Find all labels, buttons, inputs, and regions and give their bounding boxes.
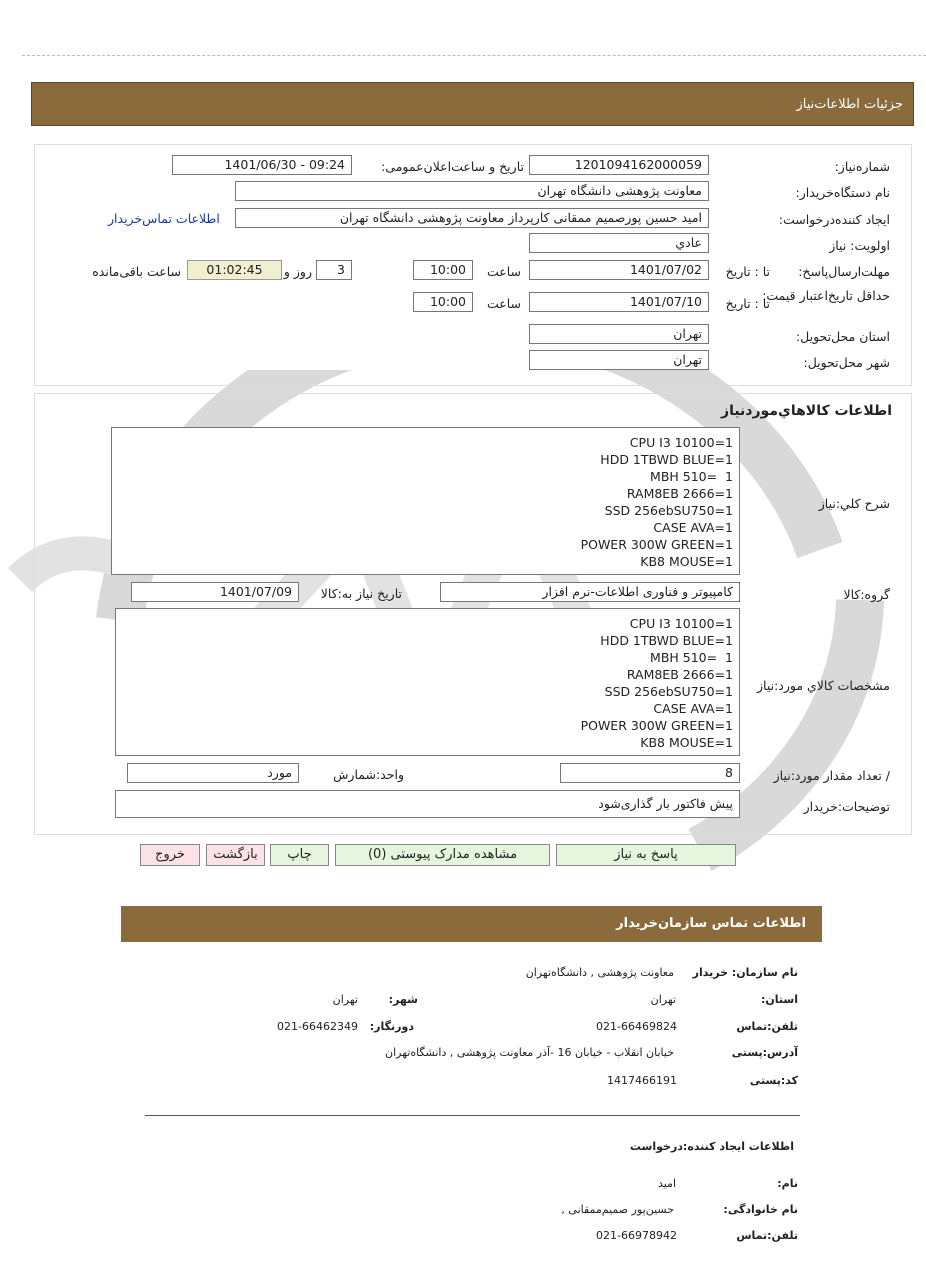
buyer-org-label: نام دستگاه‌خریدار: (795, 185, 890, 200)
contact-postal-value: 1417466191 (607, 1074, 677, 1087)
remaining-label: ساعت باقی‌مانده (92, 264, 181, 279)
reply-deadline-label: مهلت‌ارسال‌پاسخ: (798, 264, 890, 279)
exit-button[interactable]: خروج (140, 844, 200, 866)
qty-label: / تعداد مقدار مورد:نیاز (773, 768, 890, 783)
reply-button[interactable]: پاسخ به نیاز (556, 844, 736, 866)
print-button[interactable]: چاپ (270, 844, 329, 866)
validity-label: حداقل تاریخ‌اعتبار قیمت: (762, 288, 890, 303)
province-field[interactable]: تهران (529, 324, 709, 344)
contact-fax-value: 021-66462349 (277, 1020, 358, 1033)
org-name-value: معاونت پژوهشی , دانشگاه‌تهران (525, 966, 674, 979)
contact-province-label: استان: (761, 993, 798, 1006)
reply-hour-label: ساعت (486, 264, 521, 279)
creator-family-label: نام خانوادگی: (723, 1203, 798, 1216)
contact-address-label: آدرس:پستی (731, 1046, 798, 1059)
specs-label: مشخصات کالاي مورد:نیاز (756, 678, 890, 693)
org-name-label: نام سازمان: خریدار (692, 966, 798, 979)
buyer-contact-link[interactable]: اطلاعات تماس‌خریدار (108, 211, 220, 226)
creator-phone-value: 021-66978942 (596, 1229, 677, 1242)
creator-section-title: اطلاعات ایجاد کننده:درخواست (629, 1140, 794, 1153)
contact-city-value: تهران (332, 993, 358, 1006)
validity-hour-label: ساعت (486, 296, 521, 311)
announce-label: تاریخ و ساعت‌اعلان‌عمومی: (381, 159, 524, 174)
creator-phone-label: تلفن:تماس (736, 1229, 798, 1242)
need-number-field[interactable]: 1201094162000059 (529, 155, 709, 175)
buyer-notes-field[interactable]: پیش فاکتور بار گذاری‌شود (115, 790, 740, 818)
contact-divider (145, 1115, 800, 1116)
creator-name-value: امید (657, 1177, 676, 1190)
reply-date-field[interactable]: 1401/07/02 (529, 260, 709, 280)
city-label: شهر محل‌تحویل: (803, 355, 890, 370)
creator-field[interactable]: امید حسین پورصمیم ممقانی کارپرداز معاونت پژوهشی دانشگاه تهران (235, 208, 709, 228)
goods-section-title: اطلاعات کالاهاي‌موردنیاز (721, 403, 892, 419)
reply-until-date-label: تا : تاریخ (725, 264, 770, 279)
contact-postal-label: کد:پستی (749, 1074, 798, 1087)
contact-city-label: شهر: (388, 993, 418, 1006)
contact-phone-label: تلفن:تماس (736, 1020, 798, 1033)
need-date-label: تاریخ نیاز به:کالا (320, 586, 402, 601)
summary-label: شرح کلي:نیاز (818, 496, 890, 511)
remaining-timer: 01:02:45 (187, 260, 282, 280)
priority-label: اولویت: نیاز (829, 238, 890, 253)
reply-time-field[interactable]: 10:00 (413, 260, 473, 280)
creator-name-label: نام: (777, 1177, 798, 1190)
contact-address-value: خیابان انقلاب - خیابان 16 -آذر معاونت پژوهشی , دانشگاه‌تهران (384, 1046, 674, 1059)
creator-family-value: حسین‌پور صمیم‌ممقانی , (561, 1203, 674, 1216)
buyer-notes-label: توضیحات:خریدار (803, 799, 890, 814)
days-field[interactable]: 3 (316, 260, 352, 280)
specs-textarea[interactable]: CPU I3 10100=1 HDD 1TBWD BLUE=1 MBH 510= 1 RAM8EB 2666=1 SSD 256ebSU750=1 CASE AVA=1 POWER 300W GREEN=1 KB8 MOUSE=1 (115, 608, 740, 756)
contact-fax-label: دورنگار: (369, 1020, 414, 1033)
attachments-button[interactable]: مشاهده مدارک پیوستی (0) (335, 844, 550, 866)
contact-header-bar (121, 906, 822, 942)
announce-field[interactable]: 1401/06/30 - 09:24 (172, 155, 352, 175)
contact-province-value: تهران (650, 993, 676, 1006)
header-title: جزئیات اطلاعات‌نیاز (796, 97, 903, 112)
details-header-bar (31, 82, 914, 126)
contact-phone-value: 021-66469824 (596, 1020, 677, 1033)
group-label: گروه:کالا (843, 587, 890, 602)
validity-date-field[interactable]: 1401/07/10 (529, 292, 709, 312)
priority-field[interactable]: عادي (529, 233, 709, 253)
buyer-org-field[interactable]: معاونت پژوهشی دانشگاه تهران (235, 181, 709, 201)
group-field[interactable]: کامپیوتر و فناوری اطلاعات-نرم افزار (440, 582, 740, 602)
creator-label: ایجاد کننده‌درخواست: (778, 212, 890, 227)
unit-label: واحد:شمارش (333, 767, 404, 782)
province-label: استان محل‌تحویل: (795, 329, 890, 344)
city-field[interactable]: تهران (529, 350, 709, 370)
need-date-field[interactable]: 1401/07/09 (131, 582, 299, 602)
qty-field[interactable]: 8 (560, 763, 740, 783)
validity-time-field[interactable]: 10:00 (413, 292, 473, 312)
back-button[interactable]: بازگشت (206, 844, 265, 866)
summary-textarea[interactable]: CPU I3 10100=1 HDD 1TBWD BLUE=1 MBH 510= 1 RAM8EB 2666=1 SSD 256ebSU750=1 CASE AVA=1 POWER 300W GREEN=1 KB8 MOUSE=1 (111, 427, 740, 575)
days-label: روز و (283, 264, 312, 279)
need-number-label: شماره‌نیاز: (834, 159, 890, 174)
validity-until-date-label: تا : تاریخ (725, 296, 770, 311)
unit-field[interactable]: مورد (127, 763, 299, 783)
top-dashed-divider (22, 55, 926, 56)
contact-section-title: اطلاعات تماس سازمان‌خریدار (616, 916, 806, 931)
